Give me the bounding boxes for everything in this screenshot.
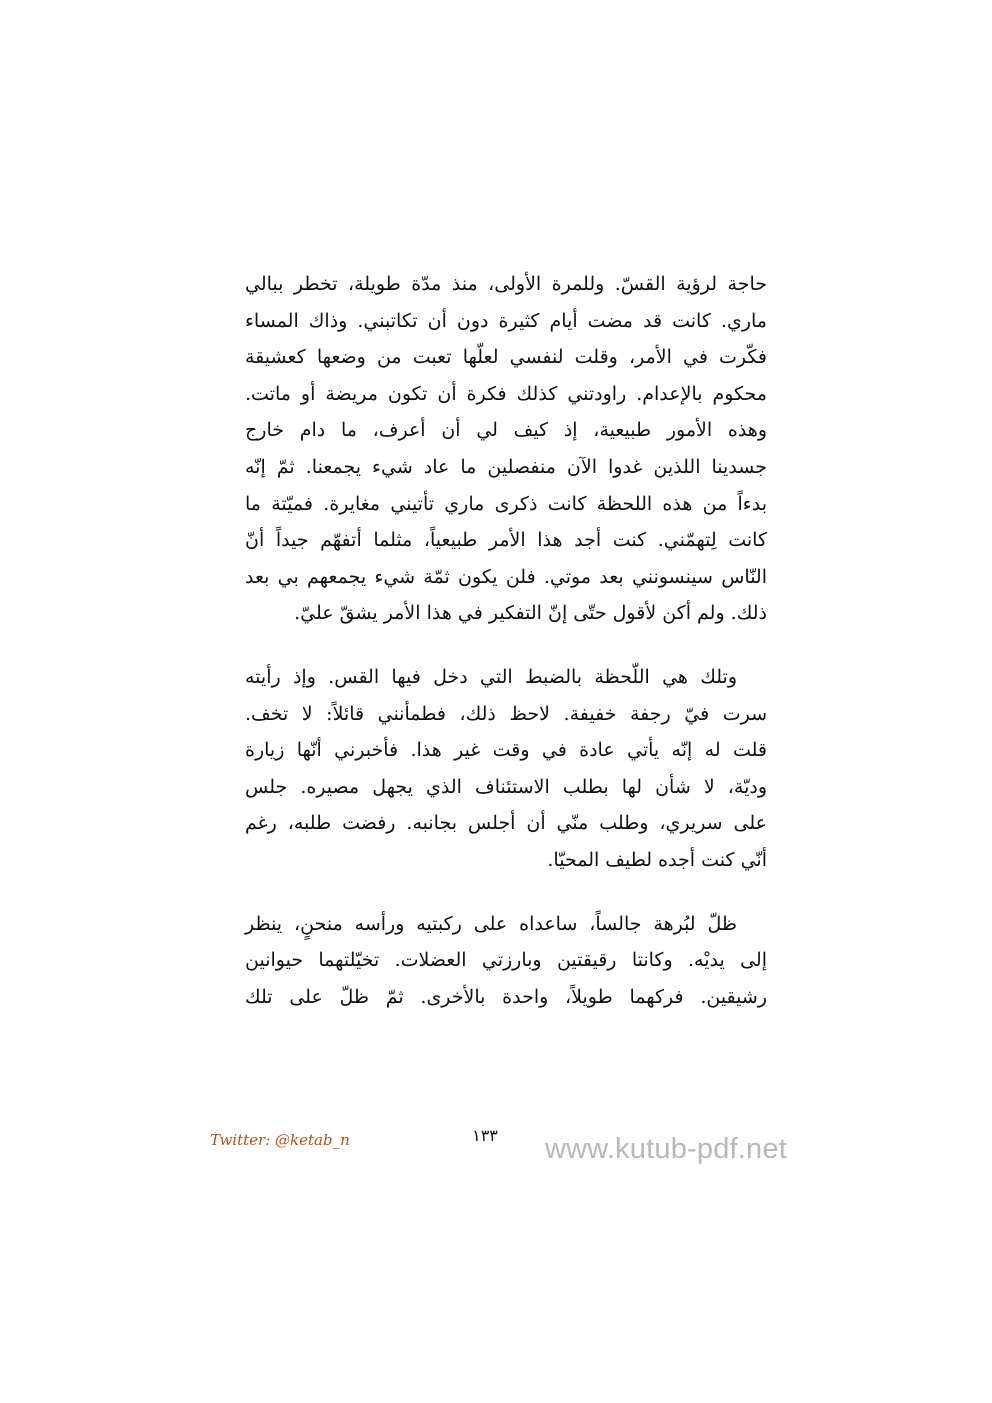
text-line: فكّرت في الأمر، وقلت لنفسي لعلّها تعبت من وضعها كعشيقة	[245, 346, 767, 369]
text-line: حاجة لرؤية القسّ. وللمرة الأولى، منذ مدّة طويلة، تخطر ببالي	[245, 273, 767, 295]
text-line: جسدينا اللذين غدوا الآن منفصلين ما عاد شيء يجمعنا. ثمّ إنّه	[245, 455, 767, 478]
text-line: ماري. كانت قد مضت أيام كثيرة دون أن تكاتبني. وذاك المساء	[245, 309, 767, 332]
watermark-url: www.kutub-pdf.net	[545, 1133, 787, 1165]
paragraph-1	[245, 266, 767, 632]
body-text	[245, 266, 767, 1015]
text-line: رشيقين. فركهما طويلاً، واحدة بالأخرى. ثمّ ظلّ على تلك	[245, 985, 767, 1008]
text-line: وتلك هي اللّحظة بالضبط التي دخل فيها القس. وإذ رأيته	[245, 665, 737, 688]
text-line: إلى يديْه. وكانتا رقيقتين وبارزتي العضلات. تخيّلتهما حيوانين	[245, 949, 767, 972]
text-line: سرت فيّ رجفة خفيفة. لاحظ ذلك، فطمأنني قائلاً: لا تخف.	[245, 702, 767, 725]
page-number: ١٣٣	[472, 1126, 498, 1145]
text-line: محكوم بالإعدام. راودتني كذلك فكرة أن تكون مريضة أو ماتت.	[245, 382, 767, 405]
text-line: وديّة، لا شأن لها بطلب الاستئناف الذي يجهل مصيره. جلس	[245, 775, 767, 798]
paragraph-3	[245, 906, 767, 1016]
text-line: أنّي كنت أجده لطيف المحيّا.	[547, 848, 767, 871]
text-line: النّاس سينسونني بعد موتي. فلن يكون ثمّة شيء يجمعهم بي بعد	[245, 565, 767, 588]
text-line: ظلّ لبُرهة جالساً، ساعداه على ركبتيه ورأسه منحنٍ، ينظر	[245, 912, 737, 935]
text-line: بدءاً من هذه اللحظة كانت ذكرى ماري تأتيني مغايرة. فميّتة ما	[245, 492, 767, 515]
text-line: قلت له إنّه يأتي عادة في وقت غير هذا. فأخبرني أنّها زيارة	[245, 739, 767, 762]
twitter-handle: Twitter: @ketab_n	[210, 1131, 350, 1149]
paragraph-2	[245, 659, 767, 879]
text-line: ذلك. ولم أكن لأقول حتّى إنّ التفكير في هذا الأمر يشقّ عليّ.	[294, 602, 767, 625]
text-line: وهذه الأمور طبيعية، إذ كيف لي أن أعرف، ما دام خارج	[245, 419, 767, 442]
text-line: كانت لِتهمّني. كنت أجد هذا الأمر طبيعياً، مثلما أتفهّم جيداً أنّ	[245, 529, 767, 552]
text-line: على سريري، وطلب منّي أن أجلس بجانبه. رفضت طلبه، رغم	[245, 812, 767, 835]
